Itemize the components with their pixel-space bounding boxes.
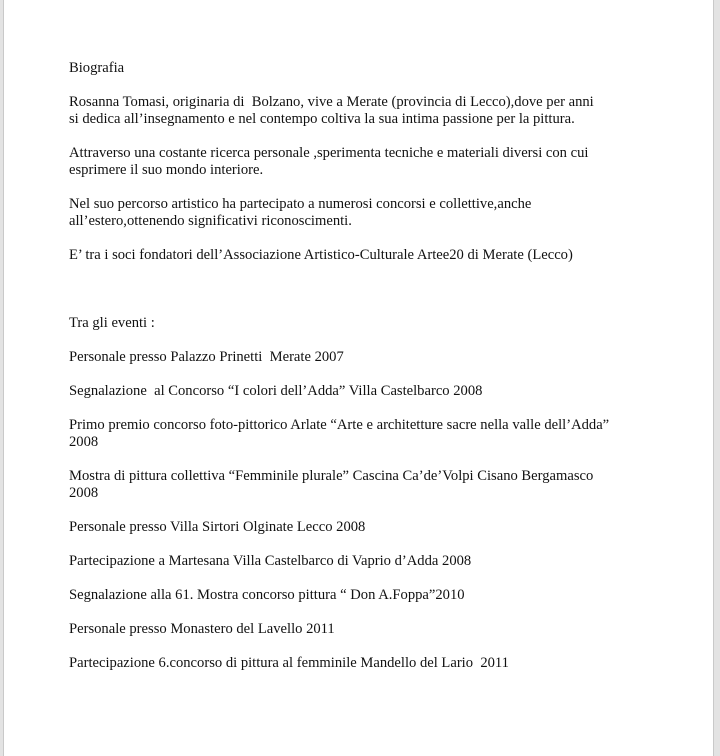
bio-paragraph: Rosanna Tomasi, originaria di Bolzano, vive a Merate (provincia di Lecco),dove per anni si dedica all’insegnamento e nel contempo coltiva la sua intima passione per la pittura. [69,94,594,127]
event-item: Segnalazione al Concorso “I colori dell’Adda” Villa Castelbarco 2008 [69,383,483,399]
events-heading: Tra gli eventi : [69,315,155,331]
event-item: Personale presso Palazzo Prinetti Merate 2007 [69,349,344,365]
bio-paragraph: E’ tra i soci fondatori dell’Associazione Artistico-Culturale Artee20 di Merate (Lecco) [69,247,573,263]
document-body [69,60,669,689]
event-item: Segnalazione alla 61. Mostra concorso pittura “ Don A.Foppa”2010 [69,587,465,603]
document-title: Biografia [69,60,125,76]
event-item: Personale presso Monastero del Lavello 2011 [69,621,335,637]
document-page [3,0,714,756]
spacer [69,281,669,315]
event-item: Primo premio concorso foto-pittorico Arlate “Arte e architetture sacre nella valle dell’Adda” 2008 [69,417,610,450]
event-item: Mostra di pittura collettiva “Femminile plurale” Cascina Ca’de’Volpi Cisano Bergamasco 2008 [69,468,594,501]
bio-paragraph: Nel suo percorso artistico ha partecipato a numerosi concorsi e collettive,anche all’estero,ottenendo significativi riconoscimenti. [69,196,532,229]
event-item: Personale presso Villa Sirtori Olginate Lecco 2008 [69,519,366,535]
event-item: Partecipazione a Martesana Villa Castelbarco di Vaprio d’Adda 2008 [69,553,472,569]
event-item: Partecipazione 6.concorso di pittura al femminile Mandello del Lario 2011 [69,655,509,671]
bio-paragraph: Attraverso una costante ricerca personale ,sperimenta tecniche e materiali diversi con cui esprimere il suo mondo interiore. [69,145,589,178]
